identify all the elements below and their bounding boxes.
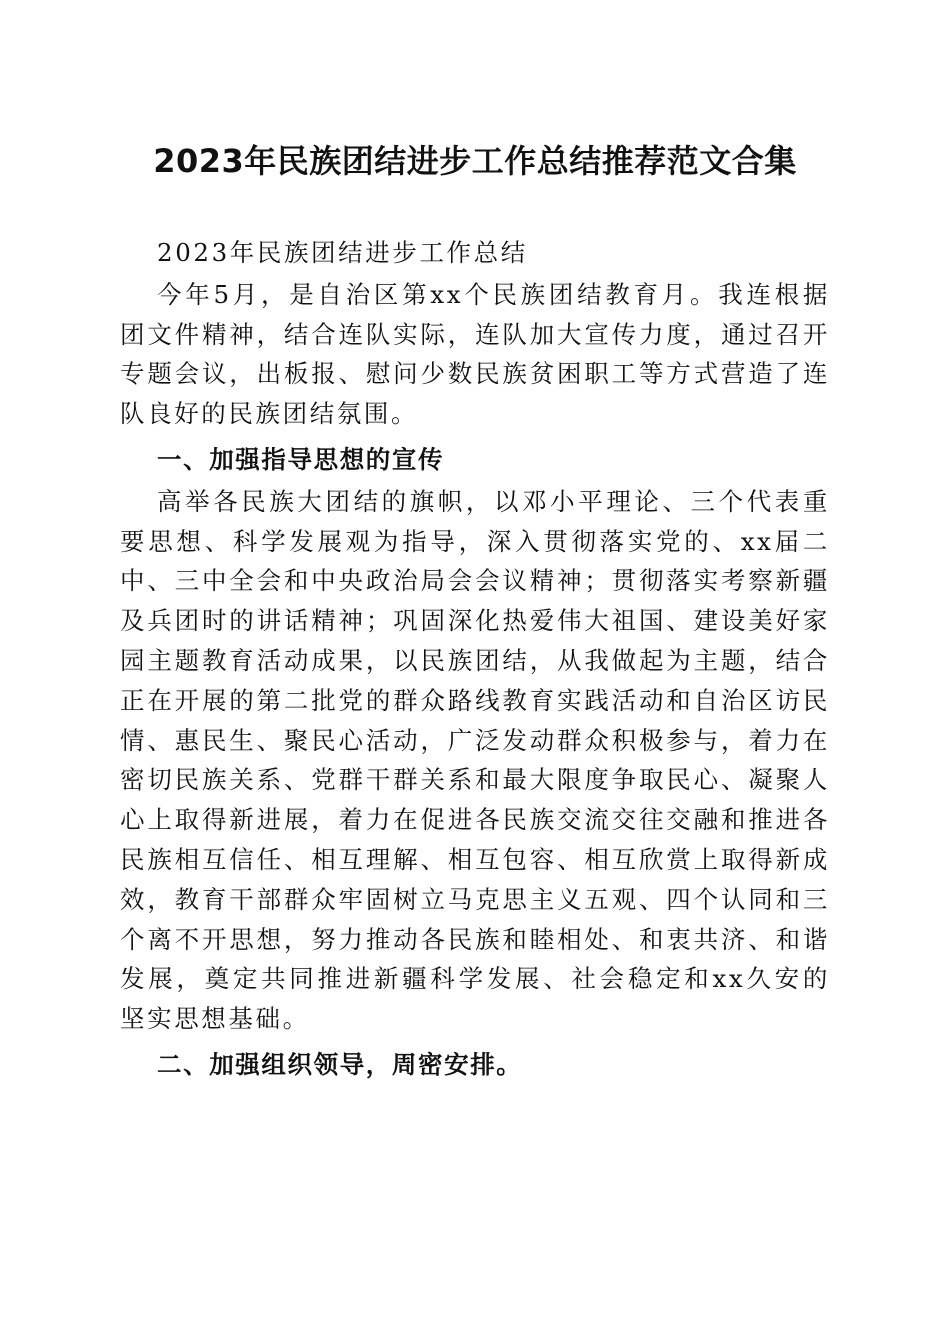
document-title: 2023年民族团结进步工作总结推荐范文合集 — [153, 142, 797, 180]
section-heading-1: 一、加强指导思想的宣传 — [157, 444, 445, 474]
paragraph-intro: 今年5月，是自治区第xx个民族团结教育月。我连根据团文件精神，结合连队实际，连队加大宣传力度，通过召开专题会议，出板报、慰问少数民族贫困职工等方式营造了连队良好的民族团结氛围。 — [120, 279, 830, 429]
document-body — [120, 233, 830, 1087]
document-subtitle: 2023年民族团结进步工作总结 — [157, 238, 528, 267]
section-heading-2: 二、加强组织领导，周密安排。 — [157, 1049, 523, 1079]
paragraph-guiding-ideology: 高举各民族大团结的旗帜，以邓小平理论、三个代表重要思想、科学发展观为指导，深入贯彻落实党的、xx届二中、三中全会和中央政治局会会议精神；贯彻落实考察新疆及兵团时的讲话精神；巩固深化热爱伟大祖国、建设美好家园主题教育活动成果，以民族团结，从我做起为主题，结合正在开展的第二批党的群众路线教育实践活动和自治区访民情、惠民生、聚民心活动，广泛发动群众积极参与，着力在密切民族关系、党群干群关系和最大限度争取民心、凝聚人心上取得新进展，着力在促进各民族交流交往交融和推进各民族相互信任、相互理解、相互包容、相互欣赏上取得新成效，教育干部群众牢固树立马克思主义五观、四个认同和三个离不开思想，努力推动各民族和睦相处、和衷共济、和谐发展，奠定共同推进新疆科学发展、社会稳定和xx久安的坚实思想基础。 — [120, 486, 830, 1034]
